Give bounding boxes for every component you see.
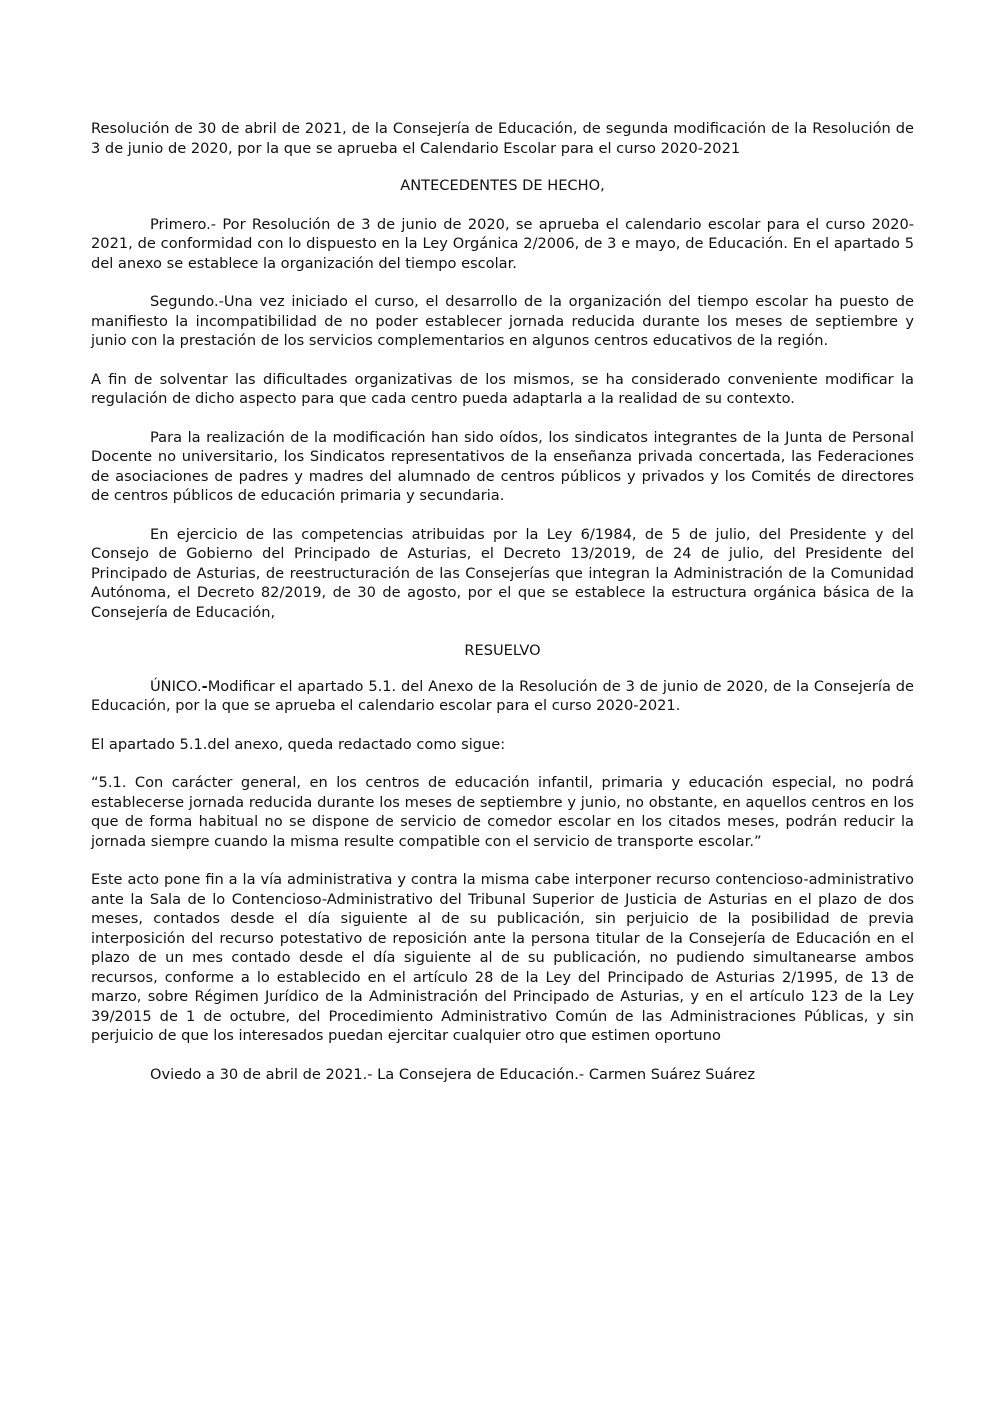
paragraph-unico bbox=[91, 677, 914, 716]
paragraph-apartado-text: “5.1. Con carácter general, en los centros de educación infantil, primaria y educación especial, no podrá establecerse jornada reducida durante los meses de septiembre y junio, no obstante, en aquellos centros en los que de forma habitual no se dispone de servicio de comedor escolar en los citados meses, podrán reducir la jornada siempre cuando la misma resulte compatible con el servicio de transporte escolar.” bbox=[91, 774, 914, 850]
paragraph-primero: Primero.- Por Resolución de 3 de junio de 2020, se aprueba el calendario escolar para el curso 2020-2021, de conformidad con lo dispuesto en la Ley Orgánica 2/2006, de 3 e mayo, de Educación. En el apartado 5 del anexo se establece la organización del tiempo escolar. bbox=[91, 215, 914, 272]
paragraph-recurso: Este acto pone fin a la vía administrativa y contra la misma cabe interponer recurso contencioso-administrativo ante la Sala de lo Contencioso-Administrativo del Tribunal Superior de Justicia de Asturias en el plazo de dos meses, contados desde el día siguiente al de su publicación, sin perjuicio de la posibilidad de previa interposición del recurso potestativo de reposición ante la persona titular de la Consejería de Educación en el plazo de un mes contado desde el día siguiente al de su publicación, no pudiendo simultanearse ambos recursos, conforme a lo establecido en el artículo 28 de la Ley del Principado de Asturias 2/1995, de 13 de marzo, sobre Régimen Jurídico de la Administración del Principado de Asturias, y en el artículo 123 de la Ley 39/2015 de 1 de octubre, del Procedimiento Administrativo Común de las Administraciones Públicas, y sin perjuicio de que los interesados puedan ejercitar cualquier otro que estimen oportuno bbox=[91, 871, 914, 1044]
paragraph-competencias: En ejercicio de las competencias atribuidas por la Ley 6/1984, de 5 de julio, del Presidente y del Consejo de Gobierno del Principado de Asturias, el Decreto 13/2019, de 24 de julio, del Presidente del Principado de Asturias, de reestructuración de las Consejerías que integran la Administración de la Comunidad Autónoma, el Decreto 82/2019, de 30 de agosto, por el que se establece la estructura orgánica básica de la Consejería de Educación, bbox=[91, 525, 914, 621]
paragraph-fin-solventar: A fin de solventar las dificultades organizativas de los mismos, se ha considerado conveniente modificar la regulación de dicho aspecto para que cada centro pueda adaptarla a la realidad de su contexto. bbox=[91, 370, 914, 407]
document-title: Resolución de 30 de abril de 2021, de la Consejería de Educación, de segunda modificación de la Resolución de 3 de junio de 2020, por la que se aprueba el Calendario Escolar para el curso 2020-2021 bbox=[91, 120, 914, 157]
paragraph-realizacion: Para la realización de la modificación han sido oídos, los sindicatos integrantes de la Junta de Personal Docente no universitario, los Sindicatos representativos de la enseñanza privada concertada, las Federaciones de asociaciones de padres y madres del alumnado de centros públicos y privados y los Comités de directores de centros públicos de educación primaria y secundaria. bbox=[91, 428, 914, 504]
paragraph-segundo: Segundo.-Una vez iniciado el curso, el desarrollo de la organización del tiempo escolar ha puesto de manifiesto la incompatibilidad de no poder establecer jornada reducida durante los meses de septiembre y junio con la prestación de los servicios complementarios en algunos centros educativos de la región. bbox=[91, 293, 914, 349]
unico-text: Modificar el apartado 5.1. del Anexo de la Resolución de 3 de junio de 2020, de la Consejería de Educación, por la que se aprueba el calendario escolar para el curso 2020-2021. bbox=[91, 677, 914, 714]
antecedentes-heading: ANTECEDENTES DE HECHO, bbox=[400, 177, 605, 194]
resuelvo-heading: RESUELVO bbox=[464, 642, 541, 659]
unico-label: ÚNICO. bbox=[150, 677, 202, 695]
signature-line: Oviedo a 30 de abril de 2021.- La Consejera de Educación.- Carmen Suárez Suárez bbox=[150, 1065, 755, 1083]
paragraph-apartado-intro: El apartado 5.1.del anexo, queda redactado como sigue: bbox=[91, 735, 506, 753]
unico-dash: - bbox=[201, 677, 208, 695]
